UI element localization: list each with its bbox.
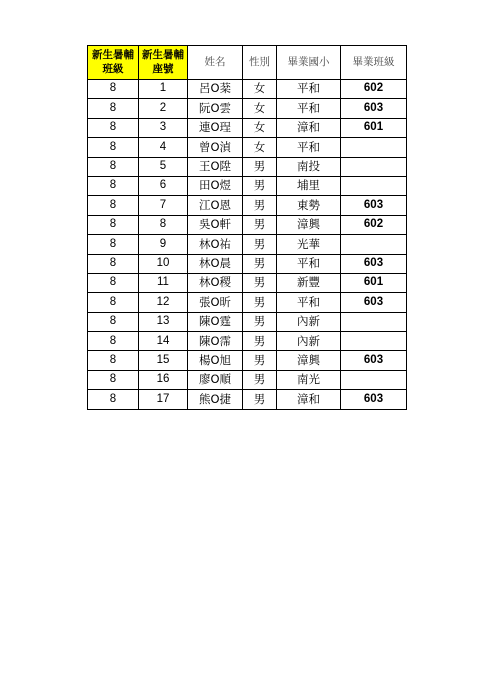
- cell-gender: 女: [243, 99, 277, 118]
- cell-summer-class: 8: [88, 196, 139, 215]
- cell-gender: 女: [243, 138, 277, 157]
- cell-name: 張O昕: [188, 293, 243, 312]
- cell-graduating-class: 602: [341, 215, 407, 234]
- cell-seat-number: 17: [139, 390, 188, 409]
- cell-summer-class: 8: [88, 138, 139, 157]
- cell-name: 吳O軒: [188, 215, 243, 234]
- cell-gender: 男: [243, 176, 277, 195]
- cell-primary-school: 漳興: [277, 215, 341, 234]
- cell-seat-number: 4: [139, 138, 188, 157]
- cell-graduating-class: 602: [341, 80, 407, 99]
- table-row: [88, 312, 407, 331]
- cell-gender: 男: [243, 215, 277, 234]
- cell-gender: 男: [243, 332, 277, 351]
- table-row: [88, 273, 407, 292]
- cell-gender: 男: [243, 351, 277, 370]
- cell-graduating-class: [341, 138, 407, 157]
- table-row: [88, 99, 407, 118]
- student-roster-table: [87, 45, 407, 410]
- cell-summer-class: 8: [88, 215, 139, 234]
- cell-primary-school: 東勢: [277, 196, 341, 215]
- cell-graduating-class: 601: [341, 273, 407, 292]
- cell-name: 曾O湞: [188, 138, 243, 157]
- cell-graduating-class: 603: [341, 99, 407, 118]
- cell-summer-class: 8: [88, 254, 139, 273]
- table-row: [88, 332, 407, 351]
- roster-body: [88, 80, 407, 410]
- table-header-row: [88, 46, 407, 80]
- cell-primary-school: 平和: [277, 138, 341, 157]
- cell-graduating-class: [341, 235, 407, 254]
- cell-graduating-class: [341, 157, 407, 176]
- cell-graduating-class: 603: [341, 254, 407, 273]
- cell-seat-number: 8: [139, 215, 188, 234]
- cell-seat-number: 15: [139, 351, 188, 370]
- cell-graduating-class: 601: [341, 118, 407, 137]
- cell-graduating-class: [341, 312, 407, 331]
- table-row: [88, 118, 407, 137]
- table-row: [88, 176, 407, 195]
- table-row: [88, 293, 407, 312]
- cell-name: 陳O霈: [188, 332, 243, 351]
- cell-summer-class: 8: [88, 312, 139, 331]
- header-graduating-class: 畢業班級: [341, 46, 407, 80]
- cell-name: 田O煜: [188, 176, 243, 195]
- cell-seat-number: 13: [139, 312, 188, 331]
- cell-primary-school: 漳和: [277, 390, 341, 409]
- cell-name: 連O珵: [188, 118, 243, 137]
- header-seat-number: 新生暑輔 座號: [139, 46, 188, 80]
- cell-primary-school: 南投: [277, 157, 341, 176]
- header-gender: 性別: [243, 46, 277, 80]
- cell-gender: 男: [243, 370, 277, 389]
- cell-name: 王O陞: [188, 157, 243, 176]
- cell-graduating-class: 603: [341, 293, 407, 312]
- cell-seat-number: 12: [139, 293, 188, 312]
- cell-gender: 女: [243, 80, 277, 99]
- cell-gender: 男: [243, 273, 277, 292]
- cell-seat-number: 2: [139, 99, 188, 118]
- cell-summer-class: 8: [88, 235, 139, 254]
- cell-primary-school: 南光: [277, 370, 341, 389]
- cell-graduating-class: 603: [341, 390, 407, 409]
- cell-primary-school: 平和: [277, 80, 341, 99]
- cell-primary-school: 平和: [277, 254, 341, 273]
- cell-primary-school: 光華: [277, 235, 341, 254]
- cell-gender: 男: [243, 293, 277, 312]
- table-row: [88, 370, 407, 389]
- cell-summer-class: 8: [88, 332, 139, 351]
- header-primary-school: 畢業國小: [277, 46, 341, 80]
- cell-summer-class: 8: [88, 157, 139, 176]
- cell-graduating-class: [341, 176, 407, 195]
- table-row: [88, 196, 407, 215]
- table-row: [88, 138, 407, 157]
- cell-primary-school: 新豐: [277, 273, 341, 292]
- cell-seat-number: 7: [139, 196, 188, 215]
- cell-graduating-class: [341, 332, 407, 351]
- cell-primary-school: 平和: [277, 293, 341, 312]
- cell-seat-number: 11: [139, 273, 188, 292]
- cell-gender: 男: [243, 196, 277, 215]
- cell-graduating-class: 603: [341, 351, 407, 370]
- cell-gender: 男: [243, 254, 277, 273]
- cell-seat-number: 6: [139, 176, 188, 195]
- table-row: [88, 351, 407, 370]
- table-row: [88, 157, 407, 176]
- cell-name: 林O祐: [188, 235, 243, 254]
- cell-name: 楊O旭: [188, 351, 243, 370]
- table-row: [88, 254, 407, 273]
- cell-seat-number: 1: [139, 80, 188, 99]
- cell-name: 阮O雲: [188, 99, 243, 118]
- cell-summer-class: 8: [88, 293, 139, 312]
- cell-seat-number: 5: [139, 157, 188, 176]
- cell-name: 江O恩: [188, 196, 243, 215]
- cell-primary-school: 內新: [277, 312, 341, 331]
- table-row: [88, 235, 407, 254]
- cell-seat-number: 16: [139, 370, 188, 389]
- cell-primary-school: 埔里: [277, 176, 341, 195]
- cell-name: 熊O捷: [188, 390, 243, 409]
- cell-gender: 男: [243, 312, 277, 331]
- table-row: [88, 390, 407, 409]
- cell-summer-class: 8: [88, 99, 139, 118]
- cell-name: 呂O棻: [188, 80, 243, 99]
- cell-seat-number: 14: [139, 332, 188, 351]
- cell-summer-class: 8: [88, 351, 139, 370]
- cell-summer-class: 8: [88, 118, 139, 137]
- cell-graduating-class: 603: [341, 196, 407, 215]
- cell-seat-number: 9: [139, 235, 188, 254]
- cell-name: 林O稷: [188, 273, 243, 292]
- cell-name: 林O晨: [188, 254, 243, 273]
- cell-primary-school: 漳興: [277, 351, 341, 370]
- cell-primary-school: 平和: [277, 99, 341, 118]
- cell-graduating-class: [341, 370, 407, 389]
- table-row: [88, 215, 407, 234]
- cell-summer-class: 8: [88, 370, 139, 389]
- cell-primary-school: 漳和: [277, 118, 341, 137]
- cell-gender: 男: [243, 390, 277, 409]
- cell-gender: 男: [243, 157, 277, 176]
- cell-summer-class: 8: [88, 176, 139, 195]
- cell-seat-number: 3: [139, 118, 188, 137]
- cell-summer-class: 8: [88, 390, 139, 409]
- cell-primary-school: 內新: [277, 332, 341, 351]
- cell-summer-class: 8: [88, 273, 139, 292]
- header-name: 姓名: [188, 46, 243, 80]
- cell-name: 廖O順: [188, 370, 243, 389]
- header-summer-class: 新生暑輔 班級: [88, 46, 139, 80]
- cell-name: 陳O霆: [188, 312, 243, 331]
- cell-seat-number: 10: [139, 254, 188, 273]
- cell-gender: 男: [243, 235, 277, 254]
- cell-gender: 女: [243, 118, 277, 137]
- cell-summer-class: 8: [88, 80, 139, 99]
- table-row: [88, 80, 407, 99]
